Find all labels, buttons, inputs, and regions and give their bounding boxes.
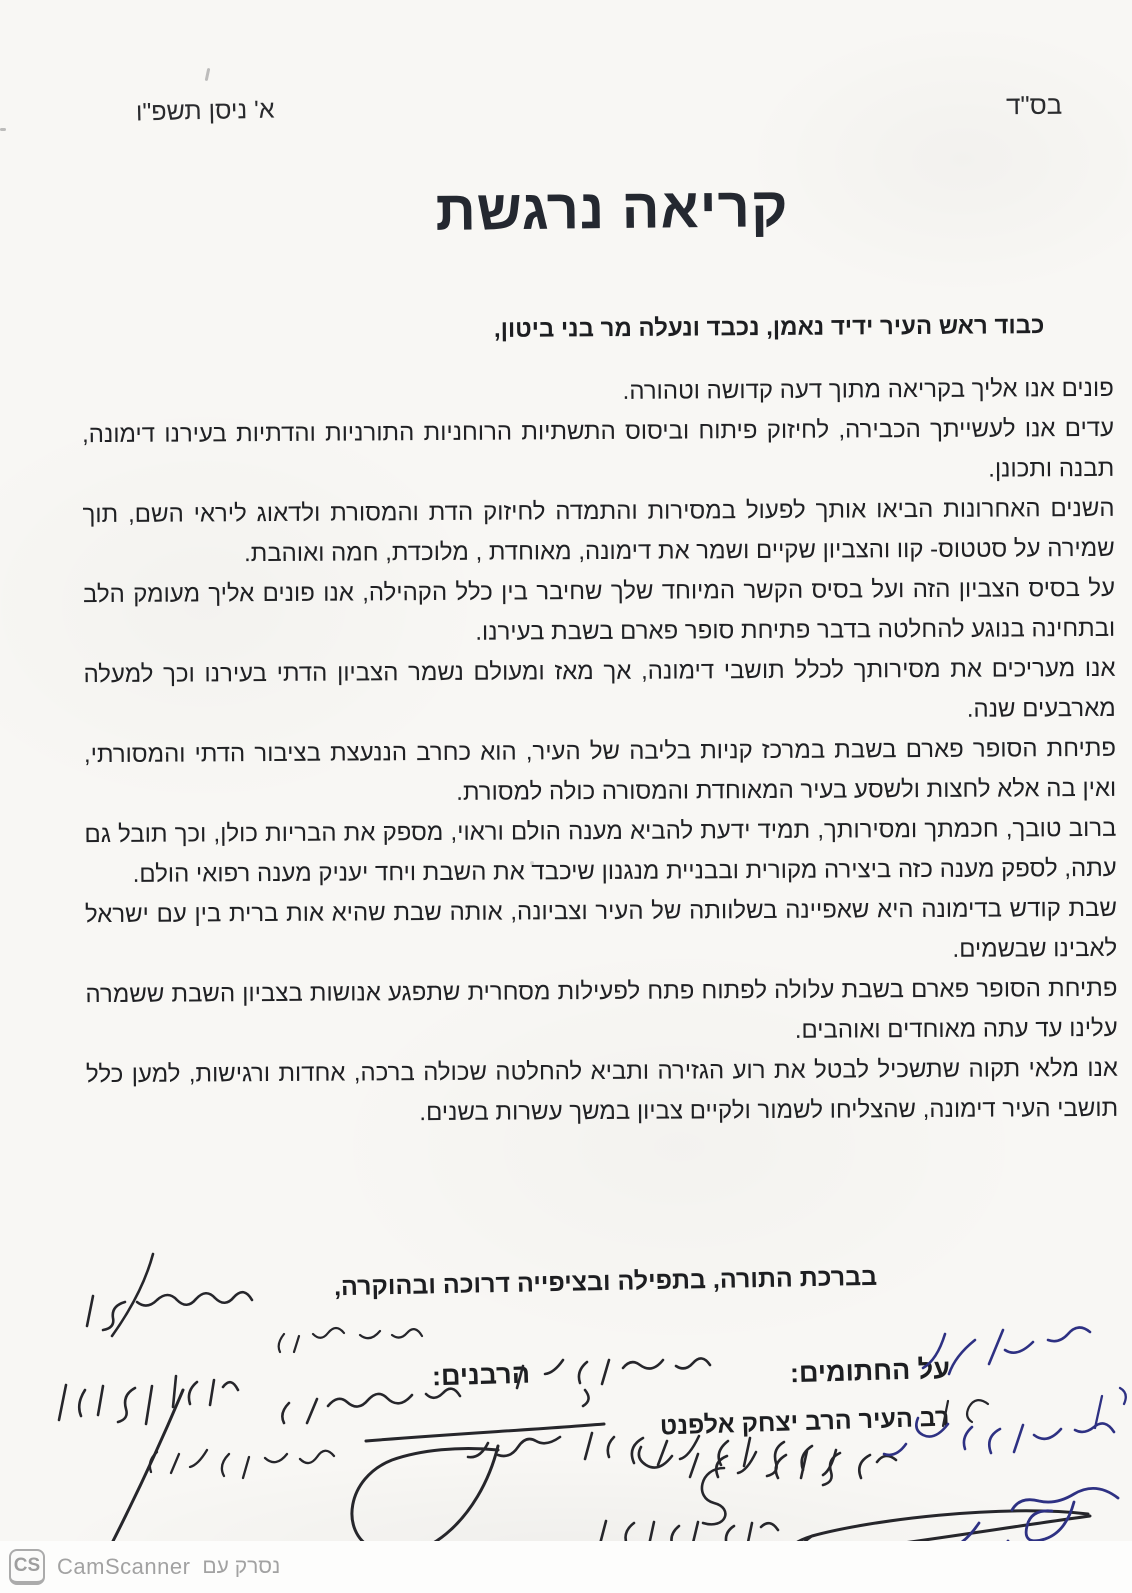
paragraph: אנו מעריכים את מסירותך לכלל תושבי דימונה, אך מאז ומעולם נשמר הצביון הדתי בעירנו וכך למעלה מארבעים שנה. bbox=[83, 654, 1116, 723]
signature-scribble-yitzhak bbox=[282, 1389, 460, 1423]
letter-body bbox=[82, 369, 1119, 1135]
scan-artifact bbox=[530, 861, 534, 865]
signature-small-mark bbox=[943, 1400, 988, 1426]
signature-loop-strikethrough bbox=[366, 1424, 604, 1441]
paragraph: שבת קודש בדימונה היא שאפיינה בשלוותה של העיר וצביונה, אותה שבת שהיא אות ברית בין עם ישראל לאבינו שבשמים. bbox=[84, 894, 1118, 963]
letter-title: קריאה נרגשת bbox=[435, 175, 789, 242]
scan-artifact bbox=[205, 68, 211, 81]
closing-blessing: בברכת התורה, בתפילה ובציפייה דרוכה ובהוקרה, bbox=[333, 1262, 878, 1302]
scan-artifact bbox=[0, 128, 6, 131]
rabbis-label: הרבנים: bbox=[431, 1358, 531, 1392]
hebrew-date: א' ניסן תשפ"ו bbox=[135, 95, 275, 127]
city-rabbi-name: רב העיר הרב יצחק אלפנט bbox=[660, 1403, 951, 1441]
bsd-header: בס"ד bbox=[1005, 89, 1063, 121]
paragraph: פתיחת הסופר פארם בשבת במרכז קניות בליבה של העיר, הוא כחרב הננעצת בציבור הדתי והמסורתי, ואין בה אלא לחצות ולשסע בעיר המאוחדת והמסורה כולה למסורת. bbox=[83, 734, 1117, 806]
paragraph: ברוב טובך, חכמתך ומסירותך, תמיד ידעת להביא מענה הולם וראוי, מספק את הבריות כולן, וכך תובל גם עתה, לספק מענה כזה ביצירה מקורית ובבניית מנגנון שיכבד את השבת ויחד יעניק מענה רפואי הולם. bbox=[84, 814, 1117, 888]
signature-long-diagonal bbox=[109, 1390, 183, 1549]
camscanner-footer bbox=[0, 1541, 1132, 1593]
signature-big-loop bbox=[352, 1446, 498, 1554]
paragraph: פונים אנו אליך בקריאה מתוך דעה קדושה וטהורה. bbox=[622, 374, 1114, 405]
scanned-with-label: נסרק עם bbox=[202, 1555, 281, 1578]
salutation-line: כבוד ראש העיר ידיד נאמן, נכבד ונעלה מר בני ביטון, bbox=[493, 312, 1045, 343]
signature-scribble-small-script bbox=[279, 1328, 422, 1352]
signature-scribble-left-names bbox=[59, 1385, 152, 1424]
paragraph: עדים אנו לעשייתך הכבירה, לחיזוק פיתוח וביסוס התשתיות הרוחניות התורניות והדתיות בעירנו דימונה, תבנה ותכונן. bbox=[81, 414, 1115, 483]
signature-scribble-top-left bbox=[112, 1254, 153, 1336]
signature-loop-letters bbox=[468, 1437, 560, 1457]
paragraph: אנו מלאי תקוה שתשכיל לבטל את רוע הגזירה ותביא להחלטה שכולה ברכה, אחדות ורגישות, למען כלל תושבי העיר דימונה, שהצליחו לשמור ולקיים צביון במשך עשרות בשנים. bbox=[85, 1054, 1119, 1127]
signature-blue-small-mark bbox=[1095, 1388, 1126, 1428]
signature-scribble-top-left bbox=[87, 1292, 252, 1330]
signature-scribble-tseiri bbox=[150, 1450, 334, 1478]
camscanner-brand: CamScanner bbox=[57, 1554, 191, 1579]
paragraph: פתיחת הסופר פארם בשבת עלולה לפתוח פתח לפעילות מסחרית שתפגע אנושות בצביון השבת ששמרה עלינו עד עתה מאוחדים ואוהבים. bbox=[85, 974, 1118, 1044]
camscanner-logo: CS bbox=[9, 1549, 45, 1585]
paragraph: על בסיס הצביון הזה ועל בסיס הקשר המיוחד שלך שחיבר בין כלל הקהילה, אנו פונים אליך מעומק הלב ובתחינה בנוגע להחלטה בדבר פתיחת סופר פארם בשבת בעירנו. bbox=[82, 574, 1116, 646]
signature-flourish bbox=[702, 1468, 725, 1524]
signatories-label: על החתומים: bbox=[789, 1353, 951, 1389]
paragraph: השנים האחרונות הביאו אותך לפעול במסירות והתמדה לחיזוק הדת והמסורת ולדאוג ליראי השם, תוך שמירה על סטטוס- קוו והצביון שקיים ושמר את דימונה, מאוחדת , מלוכדת, חמה ואוהבת. bbox=[82, 494, 1115, 568]
signature-scribble-ben-shushan bbox=[517, 1358, 710, 1406]
signature-scribble-netanel bbox=[639, 1447, 896, 1485]
signature-scribble-left-names bbox=[173, 1376, 238, 1407]
